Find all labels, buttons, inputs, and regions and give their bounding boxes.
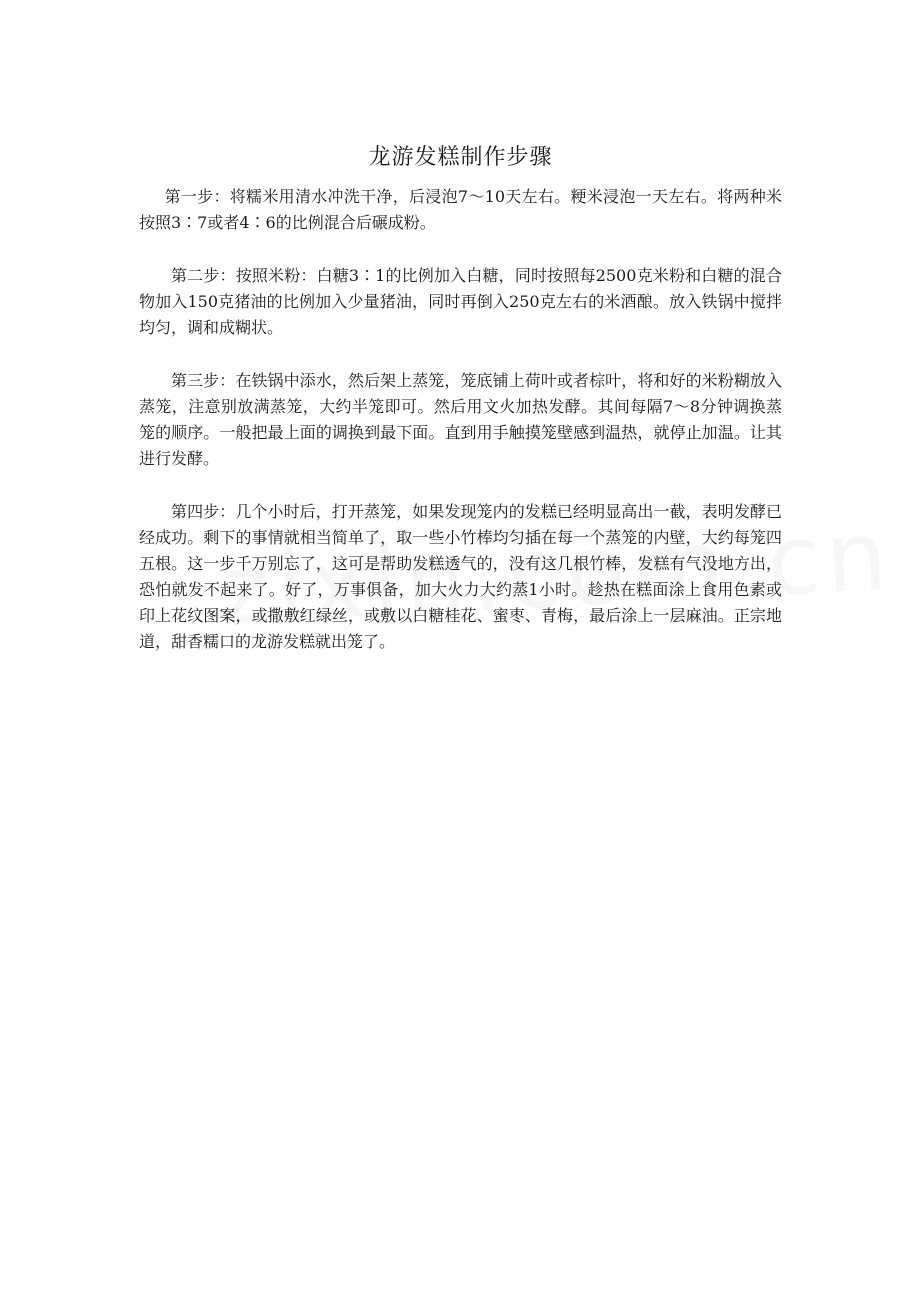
- document-title: 龙游发糕制作步骤: [368, 145, 553, 170]
- step-3-paragraph: 第三步：在铁锅中添水，然后架上蒸笼，笼底铺上荷叶或者棕叶，将和好的米粉糊放入蒸笼，注意别放满蒸笼，大约半笼即可。然后用文火加热发酵。其间每隔7～8分钟调换蒸笼的顺序。一般把最上面的调换到最下面。直到用手触摸笼壁感到温热，就停止加温。让其进行发酵。: [139, 371, 782, 468]
- document-body: [139, 138, 782, 682]
- step-2-paragraph: 第二步：按照米粉：白糖3∶1的比例加入白糖，同时按照每2500克米粉和白糖的混合物加入150克猪油的比例加入少量猪油，同时再倒入250克左右的米酒酿。放入铁锅中搅拌均匀，调和成糊状。: [139, 266, 782, 337]
- step-4-paragraph: 第四步：几个小时后，打开蒸笼，如果发现笼内的发糕已经明显高出一截，表明发酵已经成功。剩下的事情就相当简单了，取一些小竹棒均匀插在每一个蒸笼的内壁，大约每笼四五根。这一步千万别忘了，这可是帮助发糕透气的，没有这几根竹棒，发糕有气没地方出，恐怕就发不起来了。好了，万事俱备，加大火力大约蒸1小时。趁热在糕面涂上食用色素或印上花纹图案，或撒敷红绿丝，或敷以白糖桂花、蜜枣、青梅，最后涂上一层麻油。正宗地道，甜香糯口的龙游发糕就出笼了。: [139, 502, 782, 651]
- step-1-paragraph: 第一步：将糯米用清水冲洗干净，后浸泡7～10天左右。粳米浸泡一天左右。将两种米按照3∶7或者4∶6的比例混合后碾成粉。: [139, 187, 782, 232]
